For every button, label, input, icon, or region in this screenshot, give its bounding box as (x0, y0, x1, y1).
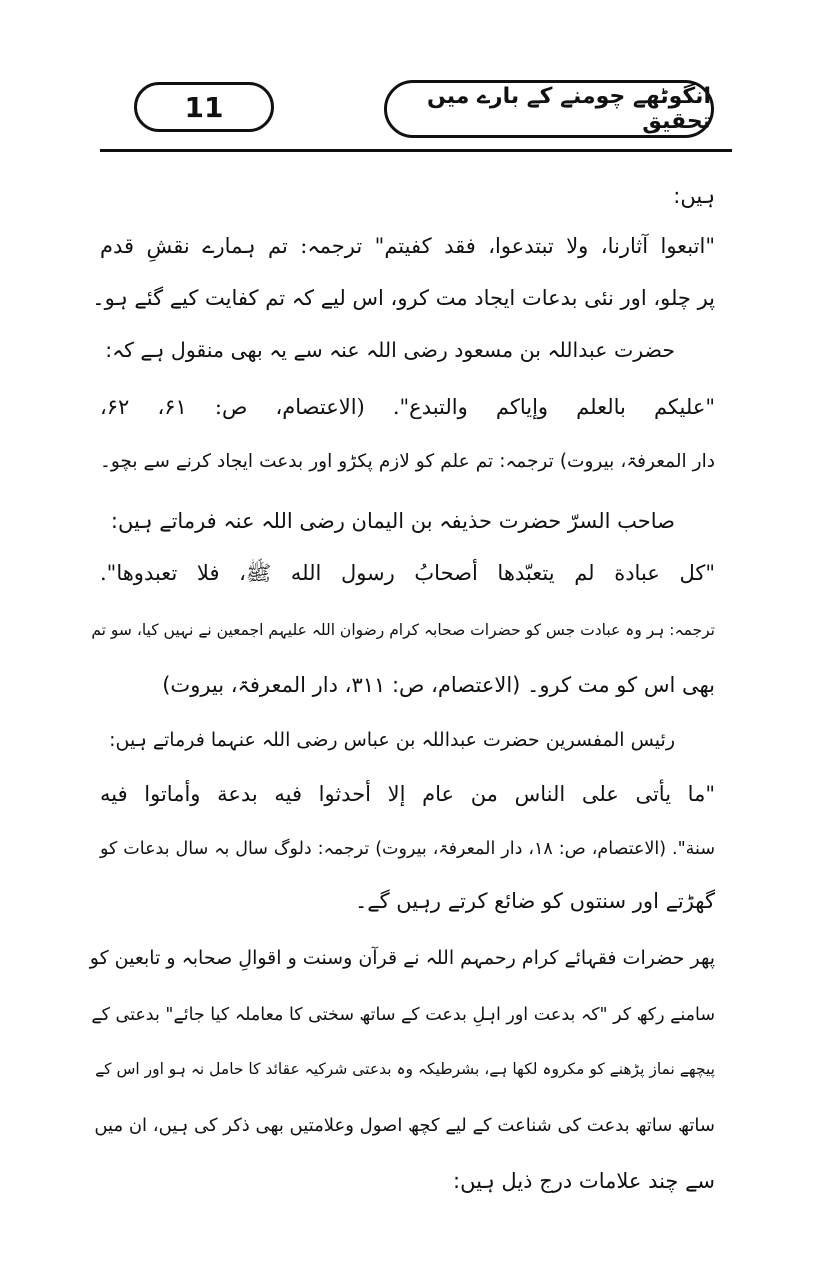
text-line-12: "ما یأتی علی الناس من عام إلا أحدثوا فیه بدعة وأماتوا فیه (100, 782, 715, 806)
header-rule (100, 149, 732, 152)
text-line-1: ہیں: (673, 184, 715, 208)
text-line-4: حضرت عبداللہ بن مسعود رضی اللہ عنہ سے یہ بھی منقول ہے کہ: (105, 338, 675, 362)
text-line-18: ساتھ ساتھ بدعت کی شناعت کے لیے کچھ اصول وعلامتیں بھی ذکر کی ہیں، ان میں (94, 1115, 715, 1136)
text-line-3: پر چلو، اور نئی بدعات ایجاد مت کرو، اس لیے کہ تم کفایت کیے گئے ہو۔ (92, 286, 715, 310)
text-line-10: بھی اس کو مت کرو۔ (الاعتصام، ص: ۳۱۱، دار المعرفۃ، بیروت) (162, 673, 715, 697)
text-line-5: "علیکم بالعلم وإیاکم والتبدع". (الاعتصام، ص: ۶۱، ۶۲، (100, 395, 716, 419)
text-line-2: "اتبعوا آثارنا، ولا تبتدعوا، فقد کفیتم" ترجمہ: تم ہمارے نقشِ قدم (100, 234, 715, 258)
text-line-7: صاحب السرّ حضرت حذیفہ بن الیمان رضی اللہ عنہ فرماتے ہیں: (110, 509, 675, 533)
text-line-11: رئیس المفسرین حضرت عبداللہ بن عباس رضی اللہ عنہما فرماتے ہیں: (109, 729, 675, 751)
text-line-8: "کل عبادة لم یتعبّدها أصحابُ رسول الله ﷺ، فلا تعبدوها". (100, 561, 715, 585)
text-line-17: پیچھے نماز پڑھنے کو مکروہ لکھا ہے، بشرطیکہ وہ بدعتی شرکیہ عقائد کا حامل نہ ہو اور اس کے (95, 1060, 715, 1078)
running-title: انگوٹھے چومنے کے بارے میں تحقیق (384, 80, 714, 138)
text-line-6: دار المعرفۃ، بیروت) ترجمہ: تم علم کو لازم پکڑو اور بدعت ایجاد کرنے سے بچو۔ (100, 451, 715, 472)
text-line-9: ترجمہ: ہر وہ عبادت جس کو حضرات صحابہ کرام رضوان اللہ علیہم اجمعین نے نہیں کیا، سو تم (91, 621, 715, 639)
text-line-13: سنة". (الاعتصام، ص: ۱۸، دار المعرفۃ، بیروت) ترجمہ: دلوگ سال بہ سال بدعات کو (100, 839, 715, 859)
text-line-16: سامنے رکھ کر "کہ بدعت اور اہلِ بدعت کے ساتھ سختی کا معاملہ کیا جائے" بدعتی کے (91, 1005, 715, 1025)
text-line-15: پھر حضرات فقہائے کرام رحمہم اللہ نے قرآن وسنت و اقوالِ صحابہ و تابعین کو (89, 947, 715, 969)
text-line-19: سے چند علامات درج ذیل ہیں: (453, 1169, 715, 1193)
text-line-14: گھڑتے اور سنتوں کو ضائع کرتے رہیں گے۔ (354, 889, 715, 913)
page-number: 11 (134, 82, 274, 132)
page-header (100, 72, 730, 152)
